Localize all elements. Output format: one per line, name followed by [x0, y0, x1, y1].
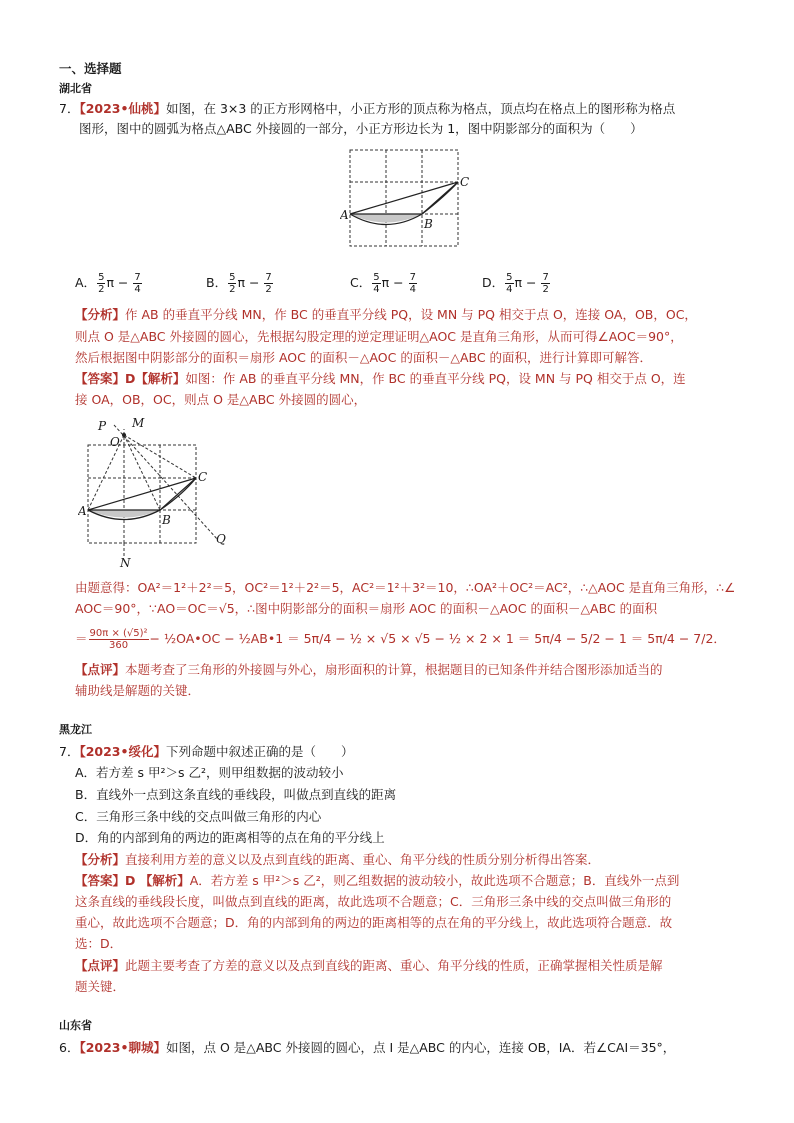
comment-text: 此题主要考查了方差的意义以及点到直线的距离、重心、角平分线的性质，正确掌握相关性质是解	[125, 958, 663, 973]
analysis-line-3: 然后根据图中阴影部分的面积＝扇形 AOC 的面积－△AOC 的面积－△ABC 的面积，进行计算即可解答．	[75, 350, 653, 365]
analysis-tag: 【分析】	[75, 852, 126, 867]
figure2-label-m: M	[132, 416, 145, 430]
comment-tag: 【点评】	[75, 662, 126, 677]
figure-label-b: B	[424, 217, 433, 231]
figure2-label-n: N	[120, 556, 131, 570]
answer-line-2: 这条直线的垂线段长度，叫做点到直线的距离，故此选项不合题意；C．三角形三条中线的交点叫做三角形的	[75, 894, 672, 909]
option-d[interactable]	[482, 268, 551, 298]
option-text: π −	[514, 275, 541, 290]
section-title: 一、选择题	[59, 61, 122, 76]
answer-tag: 【答案】D【解析】	[75, 371, 186, 386]
fraction: $\frac{5}{4}$	[506, 272, 513, 295]
comment-line-2: 辅助线是解题的关键．	[75, 683, 201, 698]
analysis-text: 直接利用方差的意义以及点到直线的距离、重心、角平分线的性质分别分析得出答案．	[125, 852, 601, 867]
fraction: $\frac{5}{2}$	[229, 272, 236, 295]
figure-grid-2	[78, 415, 238, 573]
question-stem	[59, 100, 675, 118]
fraction: $\frac{7}{2}$	[265, 272, 272, 295]
question-number: 7．	[59, 101, 80, 116]
calc-line-2: AOC＝90°，∵AO＝OC＝√5，∴图中阴影部分的面积＝扇形 AOC 的面积－△AOC 的面积－△ABC 的面积	[75, 601, 658, 616]
question-source-tag: 【2023•聊城】	[79, 1040, 166, 1055]
question-stem	[59, 743, 354, 761]
comment-text: 本题考查了三角形的外接圆与外心，扇形面积的计算，根据题目的已知条件并结合图形添加适当的	[125, 662, 663, 677]
option-text: π −	[381, 275, 408, 290]
question-number: 6．	[59, 1040, 80, 1055]
analysis-tag: 【分析】	[75, 307, 126, 322]
comment-tag: 【点评】	[75, 958, 126, 973]
option-text: π −	[106, 275, 133, 290]
figure2-label-q: Q	[216, 532, 226, 546]
question-stem	[59, 1039, 675, 1057]
question-text: 如图，在 3×3 的正方形网格中，小正方形的顶点称为格点，顶点均在格点上的图形称为格点	[165, 101, 676, 116]
question-source-tag: 【2023•绥化】	[79, 744, 166, 759]
figure2-label-c: C	[198, 470, 208, 484]
answer-text: 如图：作 AB 的垂直平分线 MN，作 BC 的垂直平分线 PQ，设 MN 与 PQ 相交于点 O，连	[185, 371, 686, 386]
province-label: 湖北省	[59, 82, 92, 95]
calc-text: − ½OA•OC − ½AB•1 ＝ 5π/4 − ½ × √5 × √5 − ½ × 2 × 1 ＝ 5π/4 − 5/2 − 1 ＝ 5π/4 − 7/2．	[149, 631, 726, 646]
answer-line-2: 接 OA，OB，OC，则点 O 是△ABC 外接圆的圆心，	[75, 392, 367, 407]
figure2-label-b: B	[162, 513, 171, 527]
province-label: 山东省	[59, 1019, 92, 1032]
option-d[interactable]: D．角的内部到角的两边的距离相等的点在角的平分线上	[75, 830, 385, 845]
option-a[interactable]: A．若方差 s 甲²＞s 乙²，则甲组数据的波动较小	[75, 765, 344, 780]
figure2-label-a: A	[78, 504, 87, 518]
analysis-para	[75, 851, 600, 869]
option-a[interactable]	[75, 268, 143, 298]
figure2-label-p: P	[98, 419, 107, 433]
fraction: $\frac{5}{2}$	[98, 272, 105, 295]
figure-grid-1	[340, 145, 470, 250]
fraction: $\frac{7}{4}$	[134, 272, 141, 295]
fraction: $\frac{7}{2}$	[542, 272, 549, 295]
question-text: 如图，点 O 是△ABC 外接圆的圆心，点 I 是△ABC 的内心，连接 OB，IA．若∠CAI＝35°，	[165, 1040, 676, 1055]
analysis-para	[75, 306, 697, 324]
fraction: $\frac{5}{4}$	[373, 272, 380, 295]
calc-line-3: ＝ $\frac{\text{90π × (√5)²}}{360}$ − ½OA•OC − ½AB•1 ＝ 5π/4 − ½ × √5 × √5 − ½ × 2 × 1 ＝ 5π/4 − 5/2 − 1 ＝ 5π/4 − 7/2．	[75, 628, 726, 651]
analysis-text: 作 AB 的垂直平分线 MN，作 BC 的垂直平分线 PQ，设 MN 与 PQ 相交于点 O，连接 OA，OB，OC，	[125, 307, 697, 322]
answer-para	[75, 370, 686, 388]
figure-label-c: C	[460, 175, 470, 189]
figure-label-a: A	[340, 208, 349, 222]
question-source-tag: 【2023•仙桃】	[79, 101, 166, 116]
answer-para	[75, 872, 679, 890]
comment-para	[75, 957, 663, 975]
answer-line-3: 重心，故此选项不合题意；D．角的内部到角的两边的距离相等的点在角的平分线上，故此选项符合题意．故	[75, 915, 673, 930]
analysis-line-2: 则点 O 是△ABC 外接圆的圆心，先根据勾股定理的逆定理证明△AOC 是直角三角形，从而可得∠AOC＝90°，	[75, 329, 683, 344]
option-c[interactable]	[350, 268, 418, 298]
comment-para	[75, 661, 663, 679]
sector-fraction: $\frac{\text{90π × (√5)²}}{360}$	[89, 628, 148, 651]
calc-line-1: 由题意得：OA²＝1²＋2²＝5，OC²＝1²＋2²＝5，AC²＝1²＋3²＝10，∴OA²＋OC²＝AC²，∴△AOC 是直角三角形，∴∠	[75, 580, 736, 595]
question-text: 下列命题中叙述正确的是（ ）	[165, 744, 354, 759]
figure2-label-o: O	[110, 435, 120, 449]
question-stem-cont: 图形，图中的圆弧为格点△ABC 外接圆的一部分，小正方形边长为 1，图中阴影部分的面积为（ ）	[79, 121, 643, 136]
option-b[interactable]: B．直线外一点到这条直线的垂线段，叫做点到直线的距离	[75, 787, 397, 802]
option-letter: C．	[350, 275, 372, 290]
option-letter: B．	[206, 275, 228, 290]
option-b[interactable]	[206, 268, 274, 298]
answer-tag: 【答案】D 【解析】	[75, 873, 190, 888]
answer-text: A．若方差 s 甲²＞s 乙²，则乙组数据的波动较小，故此选项不合题意；B．直线外一点到	[189, 873, 680, 888]
question-number: 7．	[59, 744, 80, 759]
province-label: 黑龙江	[59, 723, 92, 736]
fraction: $\frac{7}{4}$	[409, 272, 416, 295]
comment-line-2: 题关键．	[75, 979, 126, 994]
option-text: π −	[237, 275, 264, 290]
option-letter: D．	[482, 275, 505, 290]
option-letter: A．	[75, 275, 97, 290]
option-c[interactable]: C．三角形三条中线的交点叫做三角形的内心	[75, 809, 322, 824]
answer-line-4: 选：D．	[75, 936, 123, 951]
